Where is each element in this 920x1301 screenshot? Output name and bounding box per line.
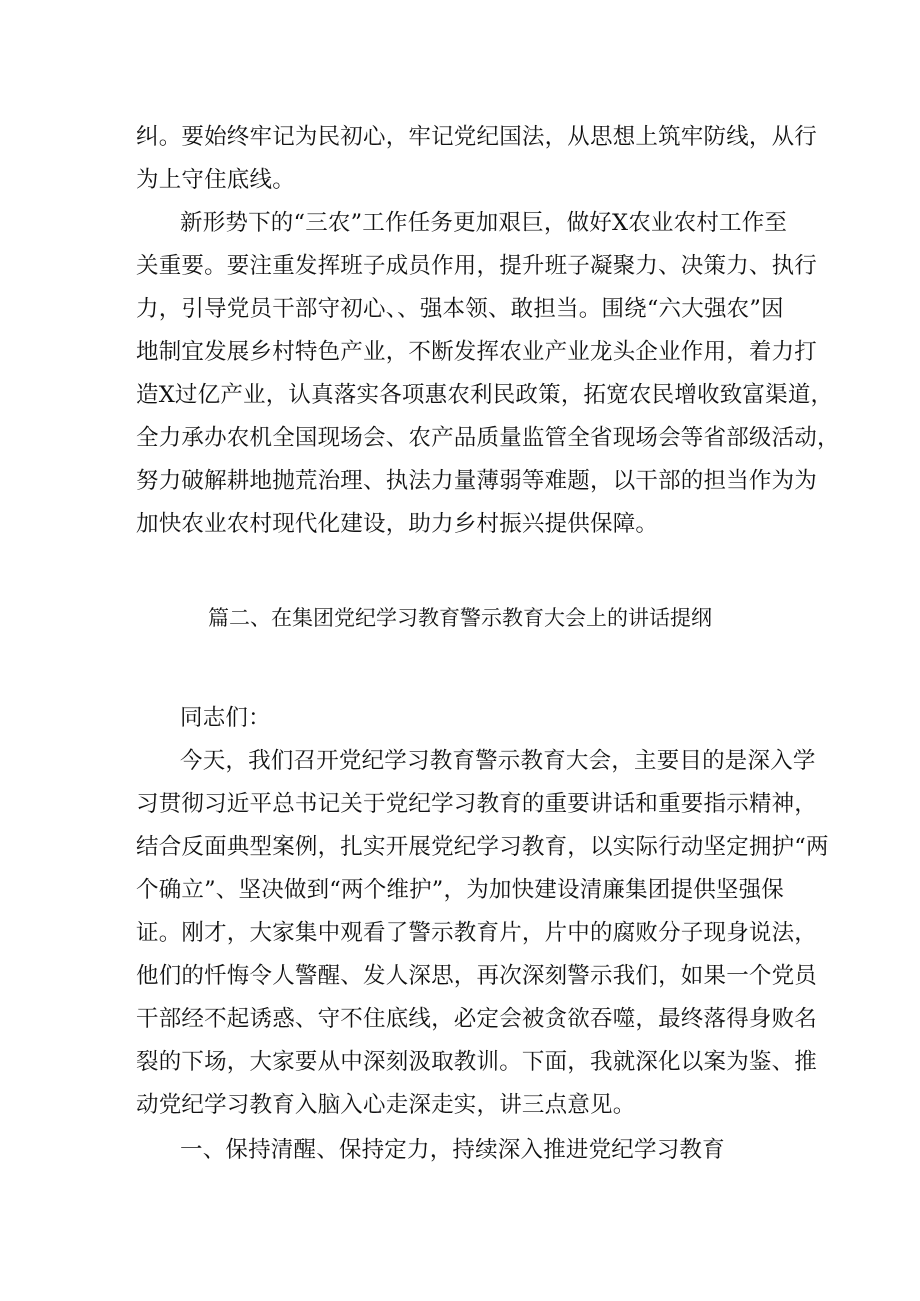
paragraph-line: 裂的下场，大家要从中深刻汲取教训。下面，我就深化以案为鉴、推 [136, 1049, 818, 1075]
paragraph-line: 他们的忏悔令人警醒、发人深思，再次深刻警示我们，如果一个党员 [136, 963, 818, 989]
paragraph-line: 为上守住底线。 [136, 167, 295, 193]
paragraph-line: 关重要。要注重发挥班子成员作用，提升班子凝聚力、决策力、执行 [136, 253, 818, 279]
paragraph-line: 全力承办农机全国现场会、农产品质量监管全省现场会等省部级活动， [136, 425, 840, 451]
paragraph-line: 努力破解耕地抛荒治理、执法力量薄弱等难题，以干部的担当作为为 [136, 468, 818, 494]
subheading: 一、保持清醒、保持定力，持续深入推进党纪学习教育 [180, 1137, 725, 1163]
paragraph-line: 力，引导党员干部守初心、、强本领、敢担当。围绕“六大强农”因 [136, 296, 784, 322]
paragraph-line: 个确立”、坚决做到“两个维护”，为加快建设清廉集团提供坚强保 [136, 877, 785, 903]
greeting: 同志们： [180, 705, 271, 731]
paragraph-line: 地制宜发展乡村特色产业，不断发挥农业产业龙头企业作用，着力打 [136, 339, 818, 365]
paragraph-line: 动党纪学习教育入脑入心走深走实，讲三点意见。 [136, 1092, 636, 1118]
paragraph-line: 干部经不起诱惑、守不住底线，必定会被贪欲吞噬，最终落得身败名 [136, 1006, 818, 1032]
paragraph-line: 结合反面典型案例，扎实开展党纪学习教育，以实际行动坚定拥护“两 [136, 834, 829, 860]
paragraph-line: 加快农业农村现代化建设，助力乡村振兴提供保障。 [136, 511, 659, 537]
paragraph-line: 证。刚才，大家集中观看了警示教育片，片中的腐败分子现身说法， [136, 920, 818, 946]
paragraph-line: 习贯彻习近平总书记关于党纪学习教育的重要讲话和重要指示精神， [136, 791, 818, 817]
paragraph-line: 今天，我们召开党纪学习教育警示教育大会，主要目的是深入学 [180, 748, 816, 774]
paragraph-line: 新形势下的“三农”工作任务更加艰巨，做好X农业农村工作至 [180, 210, 788, 236]
paragraph-line: 造X过亿产业，认真落实各项惠农利民政策，拓宽农民增收致富渠道， [136, 382, 834, 408]
section-title: 篇二、在集团党纪学习教育警示教育大会上的讲话提纲 [208, 606, 712, 630]
paragraph-line: 纠。要始终牢记为民初心，牢记党纪国法，从思想上筑牢防线，从行 [136, 124, 818, 150]
